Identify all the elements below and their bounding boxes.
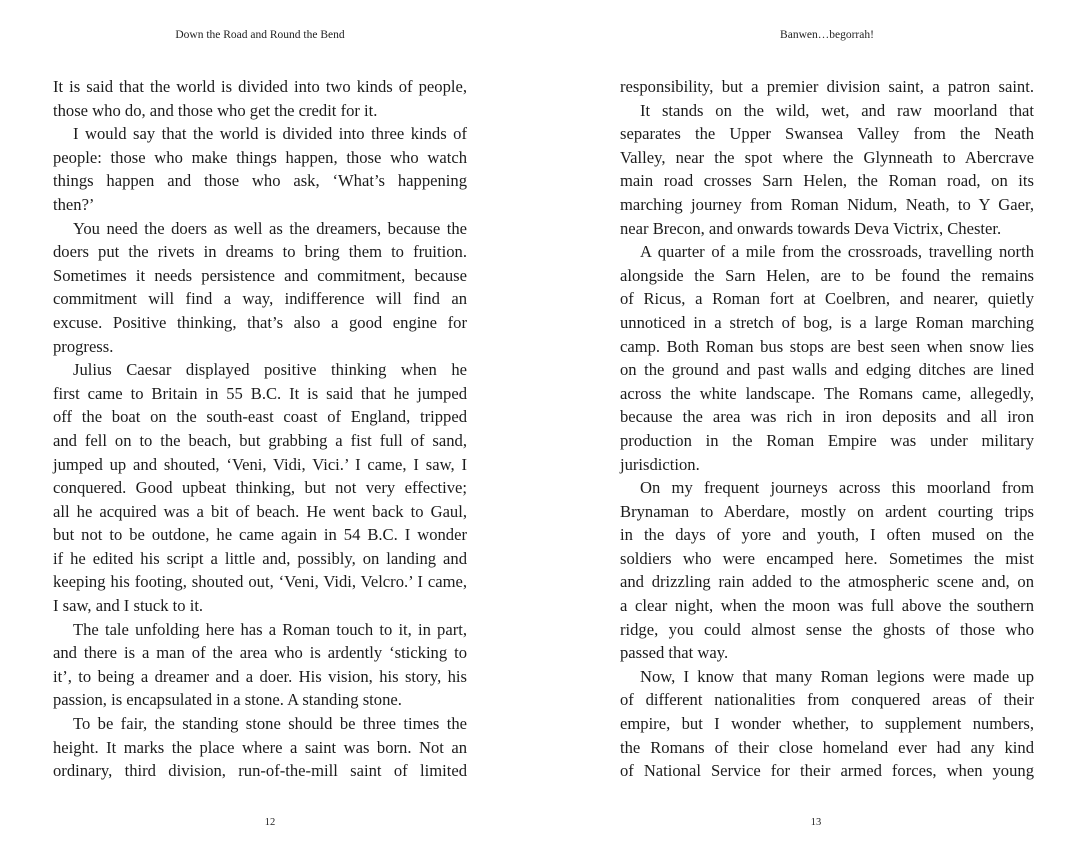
- text-line: jurisdiction.: [620, 454, 700, 474]
- text-line: and drizzling rain added to the atmospheric scene and, on: [620, 572, 1034, 592]
- text-line: marching journey from Roman Nidum, Neath, to Y Gaer,: [620, 194, 1034, 214]
- text-line: the Romans of their close homeland ever had any kind: [620, 737, 1034, 757]
- left-page-body-text: [53, 75, 467, 783]
- text-line: On my frequent journeys across this moorland from: [640, 478, 1034, 498]
- text-line: commitment will find a way, indifference will find an: [53, 289, 467, 309]
- text-line: of different nationalities from conquered areas of their: [620, 690, 1034, 710]
- text-line: people: those who make things happen, those who watch: [53, 147, 467, 167]
- text-line: Valley, near the spot where the Glynneath to Abercrave: [620, 147, 1034, 167]
- text-line: responsibility, but a premier division saint, a patron saint.: [620, 77, 1034, 96]
- text-line: and there is a man of the area who is ardently ‘sticking to: [53, 643, 467, 663]
- text-line: production in the Roman Empire was under military: [620, 430, 1034, 450]
- right-page: [543, 0, 1087, 850]
- text-line: jumped up and shouted, ‘Veni, Vidi, Vici.’ I came, I saw, I: [53, 454, 467, 474]
- text-line: across the white landscape. The Romans came, allegedly,: [620, 383, 1034, 403]
- text-line: things happen and those who ask, ‘What’s happening: [53, 171, 467, 191]
- text-line: The tale unfolding here has a Roman touch to it, in part,: [73, 619, 467, 639]
- text-line: excuse. Positive thinking, that’s also a good engine for: [53, 312, 467, 332]
- text-line: To be fair, the standing stone should be three times the: [73, 714, 467, 734]
- text-line: and fell on to the beach, but grabbing a fist full of sand,: [53, 430, 467, 450]
- text-line: all he acquired was a bit of beach. He went back to Gaul,: [53, 501, 467, 521]
- text-line: but not to be outdone, he came again in 54 B.C. I wonder: [53, 525, 467, 545]
- text-line: A quarter of a mile from the crossroads, travelling north: [640, 242, 1034, 262]
- text-line: passed that way.: [620, 643, 729, 663]
- text-line: it’, to being a dreamer and a doer. His vision, his story, his: [53, 666, 467, 686]
- text-line: near Brecon, and onwards towards Deva Victrix, Chester.: [620, 218, 1002, 238]
- text-line: of National Service for their armed forces, when young: [620, 761, 1034, 781]
- running-head-chapter-title: Banwen…begorrah!: [780, 29, 874, 41]
- text-line: Now, I know that many Roman legions were made up: [640, 666, 1034, 686]
- text-line: Brynaman to Aberdare, mostly on ardent courting trips: [620, 501, 1034, 521]
- text-line: on the ground and past walls and edging ditches are lined: [620, 360, 1034, 380]
- text-line: unnoticed in a stretch of bog, is a large Roman marching: [620, 312, 1034, 332]
- text-line: It stands on the wild, wet, and raw moorland that: [640, 100, 1034, 120]
- text-line: Sometimes it needs persistence and commitment, because: [53, 265, 467, 285]
- text-line: first came to Britain in 55 B.C. It is said that he jumped: [53, 383, 467, 403]
- text-line: progress.: [53, 336, 114, 356]
- text-line: Julius Caesar displayed positive thinking when he: [73, 360, 467, 380]
- left-page: [0, 0, 543, 850]
- text-line: if he edited his script a little and, possibly, on landing and: [53, 548, 467, 568]
- text-line: height. It marks the place where a saint was born. Not an: [53, 737, 467, 757]
- text-line: ridge, you could almost sense the ghosts of those who: [620, 619, 1034, 639]
- text-line: those who do, and those who get the credit for it.: [53, 100, 378, 120]
- text-line: in the days of yore and youth, I often mused on the: [620, 525, 1034, 545]
- text-line: main road crosses Sarn Helen, the Roman road, on its: [620, 171, 1034, 191]
- text-line: It is said that the world is divided into two kinds of people,: [53, 77, 467, 96]
- text-line: doers put the rivets in dreams to bring them to fruition.: [53, 242, 467, 262]
- text-line: because the area was rich in iron deposits and all iron: [620, 407, 1034, 427]
- right-page-body-text: [620, 75, 1034, 783]
- page-number: 12: [264, 817, 276, 828]
- text-line: a clear night, when the moon was full above the southern: [620, 596, 1034, 616]
- text-line: alongside the Sarn Helen, are to be found the remains: [620, 265, 1034, 285]
- text-line: then?’: [53, 194, 95, 214]
- page-number: 13: [810, 817, 822, 828]
- text-line: conquered. Good upbeat thinking, but not very effective;: [53, 478, 467, 498]
- text-line: I saw, and I stuck to it.: [53, 596, 204, 616]
- text-line: separates the Upper Swansea Valley from the Neath: [620, 124, 1034, 144]
- text-line: of Ricus, a Roman fort at Coelbren, and nearer, quietly: [620, 289, 1034, 309]
- text-line: I would say that the world is divided into three kinds of: [73, 124, 467, 144]
- text-line: camp. Both Roman bus stops are best seen when snow lies: [620, 336, 1034, 356]
- text-line: passion, is encapsulated in a stone. A standing stone.: [53, 690, 402, 710]
- text-line: empire, but I wonder whether, to supplement numbers,: [620, 714, 1034, 734]
- text-line: ordinary, third division, run-of-the-mill saint of limited: [53, 761, 467, 781]
- text-line: keeping his footing, shouted out, ‘Veni, Vidi, Velcro.’ I came,: [53, 572, 467, 592]
- running-head-book-title: Down the Road and Round the Bend: [175, 29, 345, 41]
- text-line: off the boat on the south-east coast of England, tripped: [53, 407, 467, 427]
- text-line: soldiers who were encamped here. Sometimes the mist: [620, 548, 1034, 568]
- text-line: You need the doers as well as the dreamers, because the: [73, 218, 467, 238]
